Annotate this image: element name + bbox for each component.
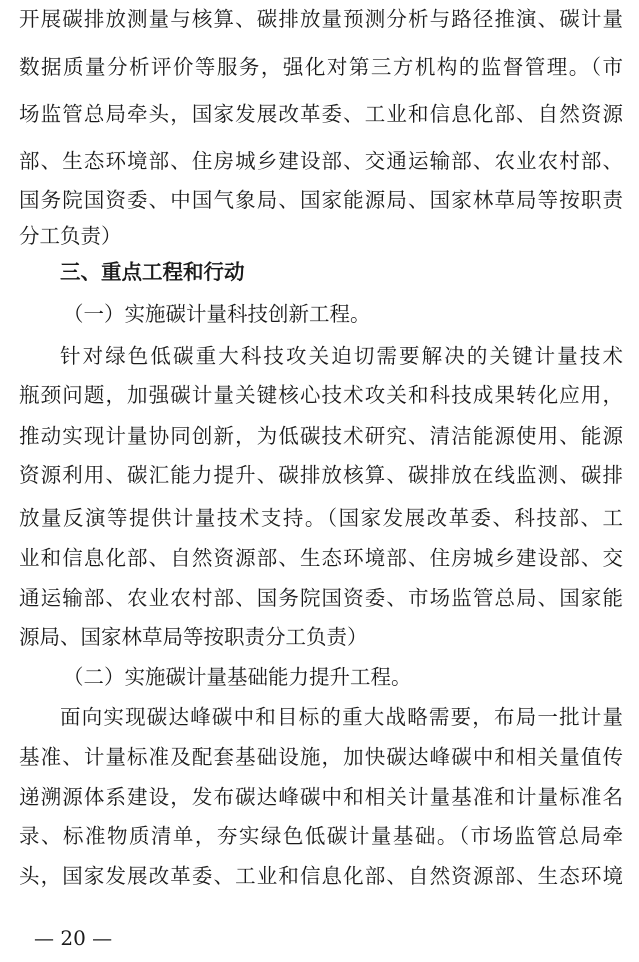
subsection-heading: （二）实施碳计量基础能力提升工程。 <box>63 665 412 689</box>
paragraph-line: 源局、国家林草局等按职责分工负责） <box>19 625 368 649</box>
paragraph-line: 瓶颈问题，加强碳计量关键核心技术攻关和科技成果转化应用， <box>19 383 623 407</box>
paragraph-line: 分工负责） <box>19 224 122 248</box>
paragraph-line: 基准、计量标准及配套基础设施，加快碳达峰碳中和相关量值传 <box>19 745 623 769</box>
paragraph-line: 资源利用、碳汇能力提升、碳排放核算、碳排放在线监测、碳排 <box>19 463 623 487</box>
paragraph-line: 数据质量分析评价等服务，强化对第三方机构的监督管理。（市 <box>19 55 623 79</box>
subsection-heading: （一）实施碳计量科技创新工程。 <box>63 302 371 326</box>
paragraph-line: 场监管总局牵头，国家发展改革委、工业和信息化部、自然资源 <box>19 102 623 126</box>
page-number: — 20 — <box>34 926 113 950</box>
paragraph-line: 针对绿色低碳重大科技攻关迫切需要解决的关键计量技术 <box>60 344 623 368</box>
paragraph-line: 业和信息化部、自然资源部、生态环境部、住房城乡建设部、交 <box>19 546 623 570</box>
paragraph-line: 递溯源体系建设，发布碳达峰碳中和相关计量基准和计量标准名 <box>19 785 623 809</box>
paragraph-line: 推动实现计量协同创新，为低碳技术研究、清洁能源使用、能源 <box>19 424 623 448</box>
paragraph-line: 放量反演等提供计量技术支持。（国家发展改革委、科技部、工 <box>19 506 623 530</box>
paragraph-line: 头，国家发展改革委、工业和信息化部、自然资源部、生态环境 <box>19 864 623 888</box>
paragraph-line: 国务院国资委、中国气象局、国家能源局、国家林草局等按职责 <box>19 188 623 212</box>
paragraph-line: 录、标准物质清单，夯实绿色低碳计量基础。（市场监管总局牵 <box>19 824 623 848</box>
section-heading: 三、重点工程和行动 <box>60 260 245 284</box>
paragraph-line: 开展碳排放测量与核算、碳排放量预测分析与路径推演、碳计量 <box>19 7 623 31</box>
paragraph-line: 部、生态环境部、住房城乡建设部、交通运输部、农业农村部、 <box>19 149 623 173</box>
paragraph-line: 面向实现碳达峰碳中和目标的重大战略需要，布局一批计量 <box>60 705 623 729</box>
paragraph-line: 通运输部、农业农村部、国务院国资委、市场监管总局、国家能 <box>19 586 623 610</box>
